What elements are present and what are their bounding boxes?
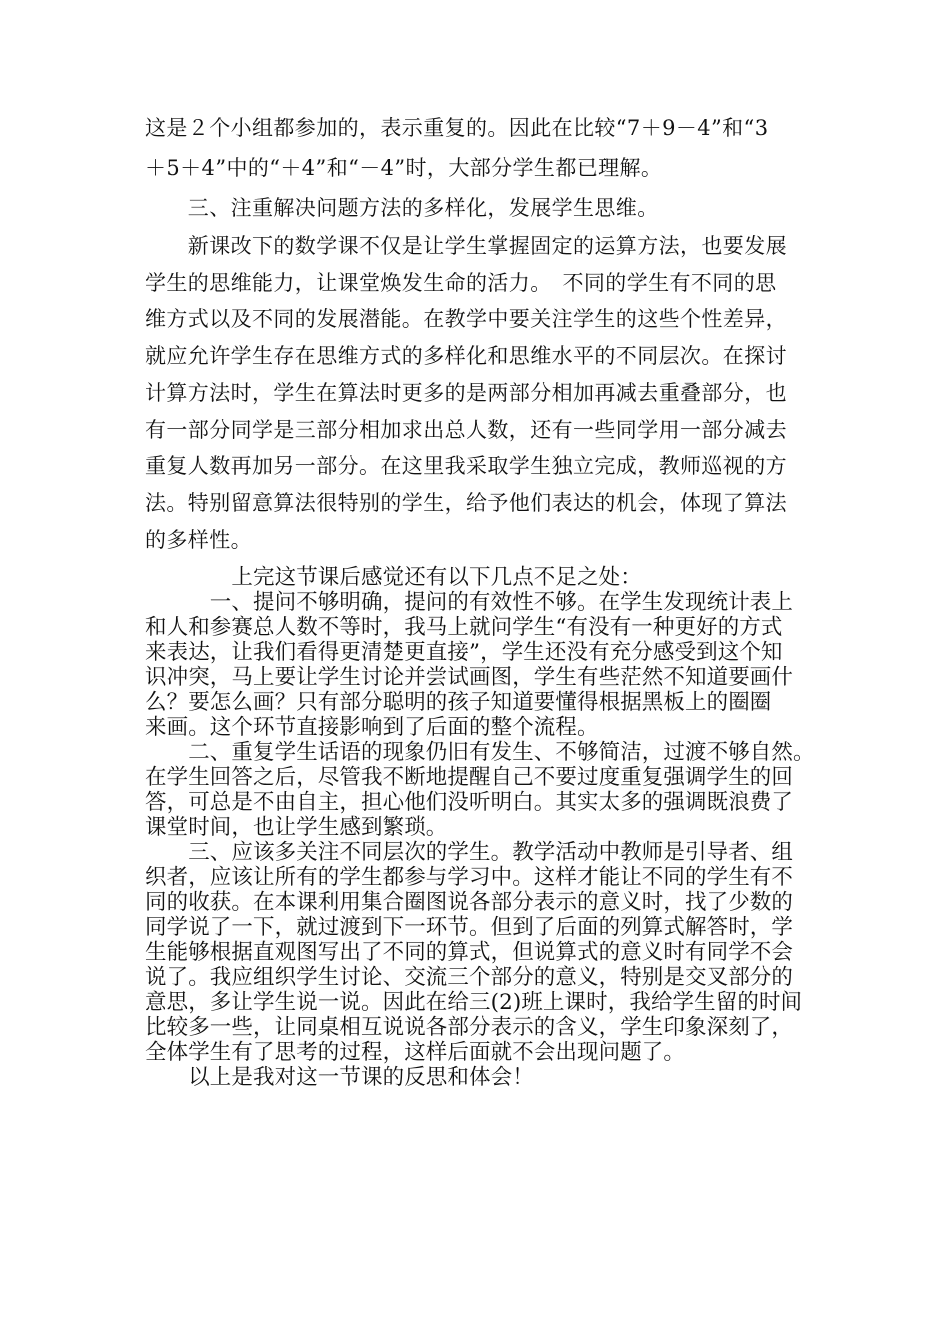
section-heading: 三、注重解决问题方法的多样化，发展学生思维。 <box>145 196 659 220</box>
section-heading: 上完这节课后感觉还有以下几点不足之处： <box>145 565 642 590</box>
text-line: 学生的思维能力，让课堂焕发生命的活力。 不同的学生有不同的思 <box>145 271 777 295</box>
text-line: 和人和参赛总人数不等时，我马上就问学生“有没有一种更好的方式 <box>145 615 783 640</box>
text-line: 意思，多让学生说一说。因此在给三(2)班上课时，我给学生留的时间 <box>145 990 803 1015</box>
text-line: 新课改下的数学课不仅是让学生掌握固定的运算方法，也要发展 <box>145 234 787 258</box>
text-line: ＋5＋4”中的“＋4”和“－4”时，大部分学生都已理解。 <box>145 156 663 180</box>
text-line: 在学生回答之后，尽管我不断地提醒自己不要过度重复强调学生的回 <box>145 765 794 790</box>
text-line: 的多样性。 <box>145 528 252 552</box>
text-line: 说了。我应组织学生讨论、交流三个部分的意义，特别是交叉部分的 <box>145 965 794 990</box>
text-line: 课堂时间，也让学生感到繁琐。 <box>145 815 448 840</box>
text-line: 就应允许学生存在思维方式的多样化和思维水平的不同层次。在探讨 <box>145 344 787 368</box>
text-line: 法。特别留意算法很特别的学生，给予他们表达的机会，体现了算法 <box>145 491 787 515</box>
text-line: 织者，应该让所有的学生都参与学习中。这样才能让不同的学生有不 <box>145 865 794 890</box>
text-line: 比较多一些，让同桌相互说说各部分表示的含义，学生印象深刻了， <box>145 1015 794 1040</box>
text-line: 来表达，让我们看得更清楚更直接”，学生还没有充分感受到这个知 <box>145 640 783 665</box>
text-line: 生能够根据直观图写出了不同的算式，但说算式的意义时有同学不会 <box>145 940 794 965</box>
text-line: 二、重复学生话语的现象仍旧有发生、不够简洁，过渡不够自然。 <box>145 740 815 765</box>
text-line: 计算方法时，学生在算法时更多的是两部分相加再减去重叠部分，也 <box>145 381 787 405</box>
text-line: 来画。这个环节直接影响到了后面的整个流程。 <box>145 715 599 740</box>
text-line: 有一部分同学是三部分相加求出总人数，还有一些同学用一部分减去 <box>145 418 787 442</box>
text-line: 识冲突，马上要让学生讨论并尝试画图，学生有些茫然不知道要画什 <box>145 665 794 690</box>
text-line: 这是２个小组都参加的，表示重复的。因此在比较“7＋9－4”和“3 <box>145 116 769 140</box>
text-line: 重复人数再加另一部分。在这里我采取学生独立完成，教师巡视的方 <box>145 454 787 478</box>
text-line: 答，可总是不由自主，担心他们没听明白。其实太多的强调既浪费了 <box>145 790 794 815</box>
text-line: 全体学生有了思考的过程，这样后面就不会出现问题了。 <box>145 1040 686 1065</box>
text-line: 么？要怎么画？只有部分聪明的孩子知道要懂得根据黑板上的圈圈 <box>145 690 772 715</box>
text-line: 同的收获。在本课利用集合圈图说各部分表示的意义时，找了少数的 <box>145 890 794 915</box>
text-line: 维方式以及不同的发展潜能。在教学中要关注学生的这些个性差异， <box>145 307 787 331</box>
text-line: 一、提问不够明确，提问的有效性不够。在学生发现统计表上 <box>145 590 794 615</box>
closing-line: 以上是我对这一节课的反思和体会！ <box>145 1065 534 1090</box>
text-line: 三、应该多关注不同层次的学生。教学活动中教师是引导者、组 <box>145 840 794 865</box>
text-line: 同学说了一下，就过渡到下一环节。但到了后面的列算式解答时，学 <box>145 915 794 940</box>
